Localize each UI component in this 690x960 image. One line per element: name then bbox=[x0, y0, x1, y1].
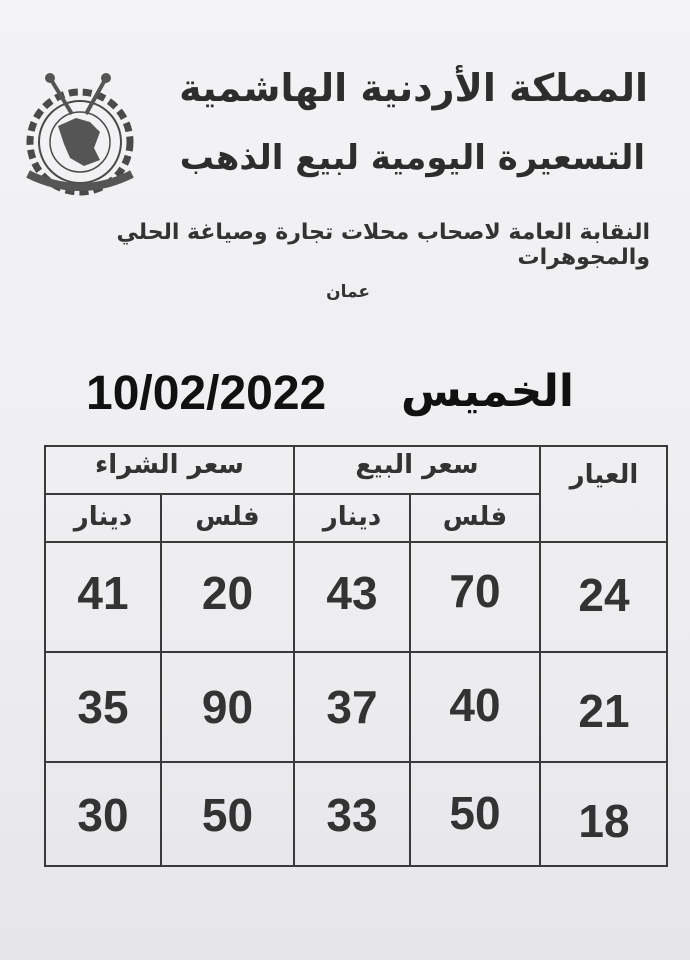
dateline bbox=[86, 366, 586, 426]
sell-dinar-cell: 43 bbox=[326, 567, 378, 619]
buy-fils-cell: 20 bbox=[201, 567, 254, 619]
buy-dinar-cell: 30 bbox=[77, 789, 129, 841]
date-text: 10/02/2022 bbox=[86, 367, 327, 420]
buy-dinar-header: دينار bbox=[73, 502, 133, 532]
buy-price-header: سعر الشراء bbox=[95, 450, 244, 480]
buy-fils-cell: 50 bbox=[201, 789, 254, 841]
day-text: الخميس bbox=[401, 366, 574, 417]
sell-dinar-cell: 37 bbox=[326, 681, 378, 733]
karat-cell: 18 bbox=[578, 795, 630, 847]
page-title: المملكة الأردنية الهاشمية bbox=[179, 66, 648, 110]
sell-fils-cell: 50 bbox=[449, 787, 501, 839]
sell-fils-cell: 40 bbox=[449, 679, 501, 731]
gold-price-table bbox=[44, 432, 668, 868]
karat-cell: 21 bbox=[578, 685, 630, 737]
buy-fils-cell: 90 bbox=[201, 681, 254, 733]
sell-fils-cell: 70 bbox=[449, 565, 501, 617]
page-subtitle: التسعيرة اليومية لبيع الذهب bbox=[179, 138, 645, 178]
buy-dinar-cell: 35 bbox=[77, 681, 129, 733]
buy-fils-header: فلس bbox=[195, 502, 260, 532]
union-seal-logo bbox=[20, 70, 142, 200]
buy-dinar-cell: 41 bbox=[77, 567, 129, 619]
karat-header: العيار bbox=[569, 460, 639, 490]
city-name: عمان bbox=[326, 282, 370, 302]
union-name: النقابة العامة لاصحاب محلات تجارة وصياغة الحلي والمجوهرات bbox=[116, 220, 650, 270]
karat-cell: 24 bbox=[578, 569, 630, 621]
sell-dinar-header: دينار bbox=[322, 502, 382, 532]
sell-price-header: سعر البيع bbox=[355, 450, 479, 480]
sell-fils-header: فلس bbox=[442, 502, 508, 532]
sell-dinar-cell: 33 bbox=[326, 789, 378, 841]
